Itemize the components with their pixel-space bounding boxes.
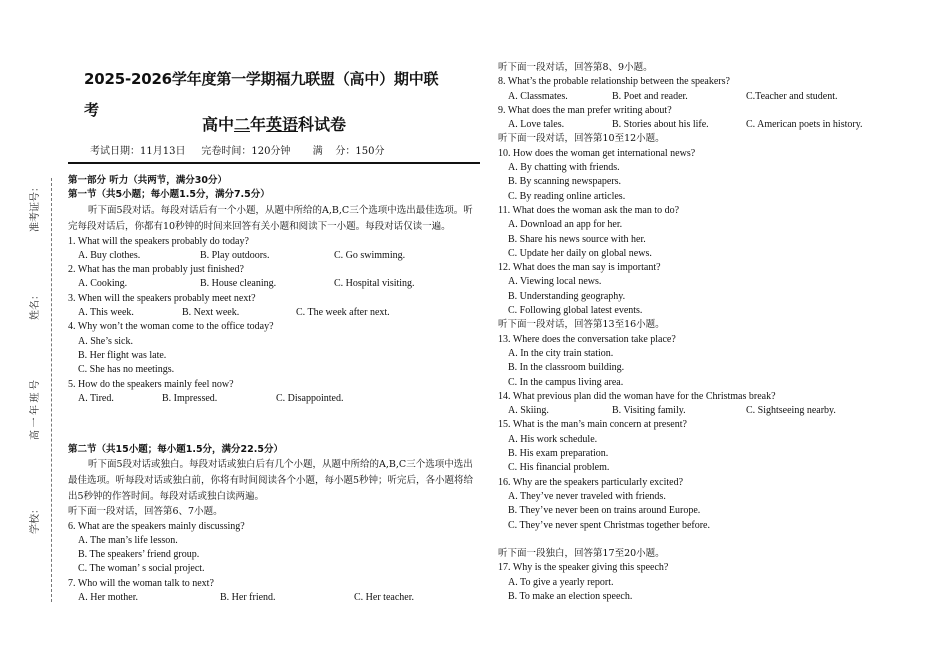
question-10: 10. How does the woman get international news? A. By chatting with friends. B. By scanning newspapers. C. By reading online articles. [498, 147, 696, 202]
question-6: 6. What are the speakers mainly discussing? A. The man’s life lesson. B. The speakers’ friend group. C. The woman’ s social project. [68, 520, 245, 575]
listen-17-20: 听下面一段独白，回答第17至20小题。 [498, 548, 665, 560]
exam-number-label: 准考证号： [30, 182, 41, 232]
question-15: 15. What is the man’s main concern at present? A. His work schedule. B. His exam preparation. C. His financial problem. [498, 419, 687, 474]
question-3: 3. When will the speakers probably meet next? A. This week. B. Next week. C. The week after next. [68, 292, 390, 319]
section2-heading: 第二节（共15小题；每小题1.5分，满分22.5分） [68, 444, 283, 455]
question-5: 5. How do the speakers mainly feel now? A. Tired. B. Impressed. C. Disappointed. [68, 378, 344, 404]
question-4: 4. Why won’t the woman come to the office today? A. She’s sick. B. Her flight was late. C. She has no meetings. [68, 321, 274, 376]
section2-instructions: 听下面5段对话或独白。每段对话或独白后有几个小题，从题中所给的A,B,C三个选项中选出最佳选项。听每段对话或独白前，你将有时间阅读各个小题，每小题5秒钟；听完后，各小题将给出5秒钟的作答时间。每段对话或独白读两遍。 [68, 459, 474, 503]
question-9: 9. What does the man prefer writing about? A. Love tales. B. Stories about his life. C. American poets in history. [498, 104, 863, 131]
exam-title: 2025-2026学年度第一学期福九联盟（高中）期中联 考 [84, 70, 439, 119]
question-1: 1. What will the speakers probably do today? A. Buy clothes. B. Play outdoors. C. Go swimming. [68, 235, 406, 261]
part1-heading: 第一部分 听力（共两节，满分30分） [68, 175, 228, 186]
question-12: 12. What does the man say is important? A. Viewing local news. B. Understanding geography. C. Following global latest events. [498, 262, 661, 317]
part1-block [68, 174, 480, 406]
question-8: 8. What’s the probable relationship between the speakers? A. Classmates. B. Poet and reader. C.Teacher and student. [498, 76, 838, 102]
section2-block [68, 443, 480, 605]
question-2: 2. What has the man probably just finished? A. Cooking. B. House cleaning. C. Hospital visiting. [68, 264, 415, 290]
question-11: 11. What does the woman ask the man to do? A. Download an app for her. B. Share his news source with her. C. Update her daily on global news. [498, 204, 680, 259]
question-13: 13. Where does the conversation take place? A. In the city train station. B. In the classroom building. C. In the campus living area. [498, 333, 676, 388]
exam-meta: 考试日期：11月13日 完卷时间：120分钟 满 分：150分 [90, 146, 385, 157]
listen-8-9: 听下面一段对话，回答第8、9小题。 [498, 62, 653, 73]
exam-subtitle: 高中二年英语科试卷 [201, 115, 347, 134]
section1-instructions: 听下面5段对话。每段对话后有一个小题，从题中所给的A,B,C三个选项中选出最佳选项。听完每段对话后，你都有10秒钟的时间来回答有关小题和阅读下一小题。每段对话仅读一遍。 [68, 204, 473, 232]
listen-10-12: 听下面一段对话，回答第10至12小题。 [498, 133, 665, 145]
right-block [498, 61, 938, 604]
question-7: 7. Who will the woman talk to next? A. Her mother. B. Her friend. C. Her teacher. [68, 577, 414, 604]
class-number-label: 高 一 年 班 号 [30, 380, 41, 440]
cut-line [51, 178, 52, 602]
listen-13-16: 听下面一段对话，回答第13至16小题。 [498, 319, 665, 331]
school-label: 学校： [30, 504, 41, 534]
header-rule [68, 162, 480, 164]
question-16: 16. Why are the speakers particularly excited? A. They’ve never traveled with friends. B. They’ve never been on trains around Europe. C. They’ve never spent Christmas together before. [498, 476, 710, 531]
section1-heading: 第一节（共5小题；每小题1.5分，满分7.5分） [68, 189, 270, 201]
name-label: 姓名： [30, 290, 41, 320]
listen-6-7: 听下面一段对话，回答第6、7小题。 [68, 506, 223, 518]
binding-margin [0, 0, 60, 672]
question-17: 17. Why is the speaker giving this speech? A. To give a yearly report. B. To make an election speech. [498, 562, 669, 602]
question-14: 14. What previous plan did the woman have for the Christmas break? A. Skiing. B. Visiting family. C. Sightseeing nearby. [498, 390, 836, 417]
